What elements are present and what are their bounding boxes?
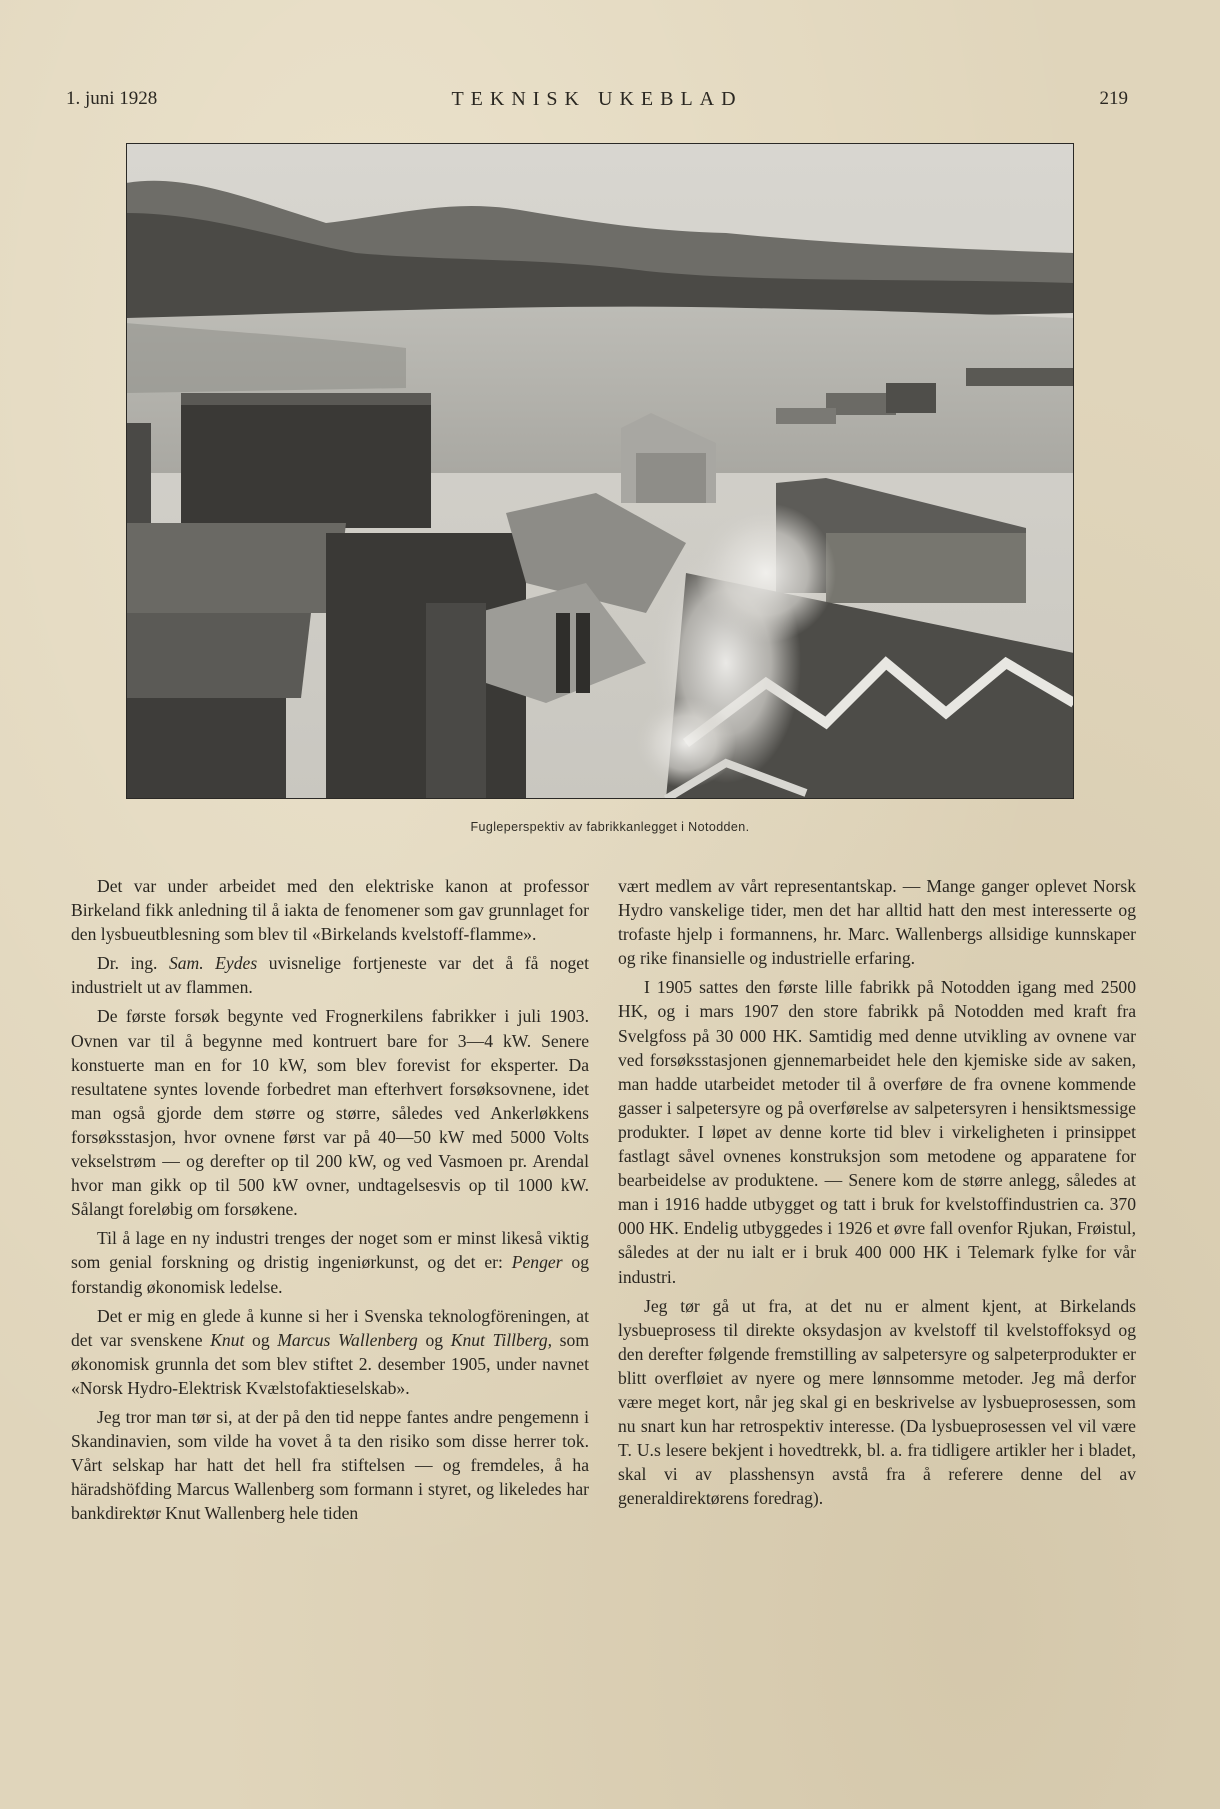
text-run: og: [244, 1329, 278, 1350]
paragraph: Jeg tror man tør si, at der på den tid neppe fantes andre pengemenn i Skandinavien, som vilde ha vovet å ta den risiko som disse herrer tok. Vårt selskap har hatt det hell fra stiftelsen — og fremdeles, å ha häradshöfding Marcus Wallenberg som formann i styret, og likeledes har bankdirektør Knut Wallenberg hele tiden: [71, 1406, 589, 1524]
paragraph: I 1905 sattes den første lille fabrikk på Notodden igang med 2500 HK, og i mars 1907 den store fabrikk på Notodden med kraft fra Svelgfoss på 30 000 HK. Samtidig med denne utvikling av ovnene var ved forsøksstasjonen gjennemarbeidet hele den kjemiske side av saken, man hadde utarbeidet metoder til å overføre de fra ovnene kommende gasser i salpetersyre og på overførelse av salpetersyren i hensiktsmessige produkter. I løpet av denne korte tid blev i virkeligheten i prinsippet fastlagt såvel ovnenes konstruksjon som metodene og apparatene for bearbeidelse av produktene. — Senere kom de større anlegg, således at man i 1916 hadde utbygget og tatt i bruk for kvelstoffindustrien ca. 370 000 HK. Endelig utbyggedes i 1926 et øvre fall ovenfor Rjukan, Frøistul, således at der nu ialt er i bruk 400 000 HK i Telemark fylke for vår industri.: [618, 977, 1136, 1287]
person-name: Knut: [210, 1329, 245, 1350]
paragraph: De første forsøk begynte ved Frognerkilens fabrikker i juli 1903. Ovnen var til å begynne med kontruert bare for 3—4 kW. Senere konstuerte man en for 10 kW, som blev forevist for eksperter. Da resultatene syntes lovende forbedret man efterhvert forsøksovnene, idet man også gjorde dem større og større, således ved Ankerløkkens forsøksstasjon, hvor ovnene først var på 40—50 kW med 5000 Volts vekselstrøm — og derefter op til 200 kW, og ved Vasmoen pr. Arendal hvor man gikk op til 500 kW ovner, undtagelsesvis op til 1000 kW. Sålangt foreløbig om forsøkene.: [71, 1006, 589, 1220]
paragraph: Det var under arbeidet med den elektriske kanon at professor Birkeland fikk anledning til å iakta de fenomener som gav grunnlaget for den lysbueutblesning som blev til «Birkelands kvelstoff-flamme».: [71, 876, 589, 945]
left-column: [71, 874, 589, 1530]
text-run: og forstandig økonomisk ledelse.: [71, 1252, 589, 1297]
paragraph: [71, 951, 589, 999]
paragraph: vært medlem av vårt representantskap. — Mange ganger oplevet Norsk Hydro vanskelige tider, men det har alltid hatt den mest interesserte og trofaste hjelp i formannens, hr. Marc. Wallenbergs allsidige kunnskaper og rike finansielle og industrielle erfaring.: [618, 876, 1136, 969]
text-run: Det er mig en glede å kunne si her i Svenska teknologföreningen, at det var svenskene: [71, 1305, 589, 1350]
page-number: 219: [1099, 88, 1128, 109]
text-run: som økonomisk grunnla det som blev stiftet 2. desember 1905, under navnet «Norsk Hydro-Elektrisk Kvælstofaktieselskab».: [71, 1329, 590, 1398]
person-name: Knut Tillberg,: [450, 1329, 553, 1350]
right-column: [618, 874, 1136, 1515]
paragraph: Jeg tør gå ut fra, at det nu er alment kjent, at Birkelands lysbueprosess til direkte oksydasjon av kvelstoff til kvelstoffoksyd og den derefter følgende fremstilling av salpetersyre og salpeterprodukter er blitt overfløiet av nyere og mere lønnsomme metoder. Jeg må derfor være meget kort, når jeg skal gi en beskrivelse av lysbueprosessen, som nu snart kun har retrospektiv interesse. (Da lysbueprosessen vel vil være T. U.s lesere bekjent i hovedtrekk, bl. a. fra tidligere artikler her i bladet, skal vi av plasshensyn avstå fra å referere denne del av generaldirektørens foredrag).: [618, 1295, 1136, 1509]
person-name: Marcus Wallenberg: [277, 1329, 418, 1350]
text-run: Dr. ing.: [97, 953, 169, 974]
issue-date: 1. juni 1928: [66, 88, 158, 109]
paragraph: [71, 1304, 589, 1400]
text-run: og: [417, 1329, 451, 1350]
running-header: [66, 88, 1128, 114]
emphasis: Penger: [511, 1252, 563, 1273]
journal-title: TEKNISK UKEBLAD: [451, 88, 743, 110]
person-name: Sam. Eydes: [168, 953, 258, 974]
text-run: uvisnelige fortjeneste var det å få noget industrielt ut av flammen.: [71, 953, 589, 998]
factory-photograph: [126, 143, 1074, 799]
figure-caption: Fugleperspektiv av fabrikkanlegget i Notodden.: [470, 820, 750, 834]
paragraph: [71, 1226, 589, 1298]
text-run: Til å lage en ny industri trenges der noget som er minst likeså viktig som genial forskning og dristig ingeniørkunst, og det er:: [71, 1228, 589, 1273]
